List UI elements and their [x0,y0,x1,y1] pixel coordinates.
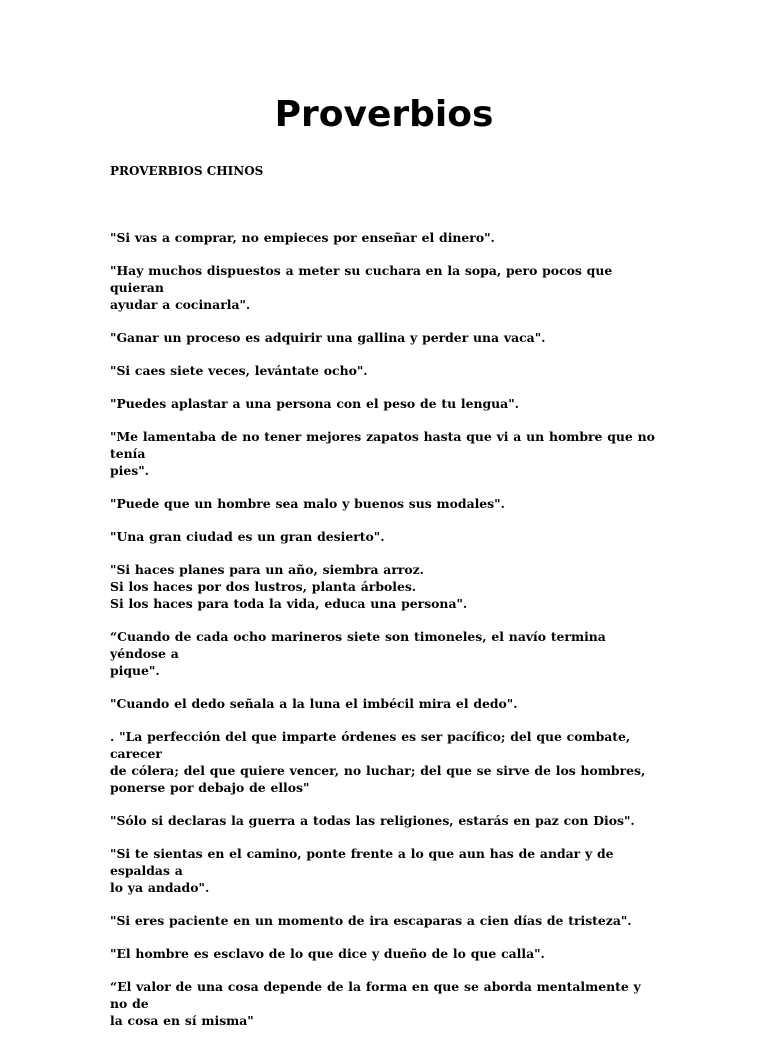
proverb-list [110,229,660,1045]
proverb-item: "Hay muchos dispuestos a meter su cuchara en la sopa, pero pocos que quieran ayudar a cocinarla". [110,263,613,312]
proverb-item: "Puedes aplastar a una persona con el peso de tu lengua". [110,396,519,411]
proverb-item: "Cuando el dedo señala a la luna el imbécil mira el dedo". [110,696,518,711]
proverb-item: "Una gran ciudad es un gran desierto". [110,529,385,544]
proverb-item: "Puede que un hombre sea malo y buenos sus modales". [110,496,505,511]
proverb-item: "El hombre es esclavo de lo que dice y dueño de lo que calla". [110,946,545,961]
section-subtitle: PROVERBIOS CHINOS [110,164,264,178]
proverb-item: "Si haces planes para un año, siembra arroz. Si los haces por dos lustros, planta árboles. Si los haces para toda la vida, educa una persona". [110,562,468,611]
proverb-item: . "La perfección del que imparte órdenes es ser pacífico; del que combate, carecer de cólera; del que quiere vencer, no luchar; del que se sirve de los hombres, ponerse por debajo de ellos" [110,729,646,795]
proverb-item: "Sólo si declaras la guerra a todas las religiones, estarás en paz con Dios". [110,813,635,828]
proverb-item: "Ganar un proceso es adquirir una gallina y perder una vaca". [110,330,546,345]
proverb-item: "Si eres paciente en un momento de ira escaparas a cien días de tristeza". [110,913,632,928]
page-title: Proverbios [274,94,494,135]
proverb-item: "Si vas a comprar, no empieces por enseñar el dinero". [110,230,495,245]
proverb-item: “Cuando de cada ocho marineros siete son timoneles, el navío termina yéndose a pique". [110,629,606,678]
proverb-item: "Me lamentaba de no tener mejores zapatos hasta que vi a un hombre que no tenía pies". [110,429,655,478]
proverb-item: “El valor de una cosa depende de la forma en que se aborda mentalmente y no de la cosa en sí misma" [110,979,641,1028]
proverb-item: "Si te sientas en el camino, ponte frente a lo que aun has de andar y de espaldas a lo ya andado". [110,846,614,895]
proverb-item: "Si caes siete veces, levántate ocho". [110,363,368,378]
